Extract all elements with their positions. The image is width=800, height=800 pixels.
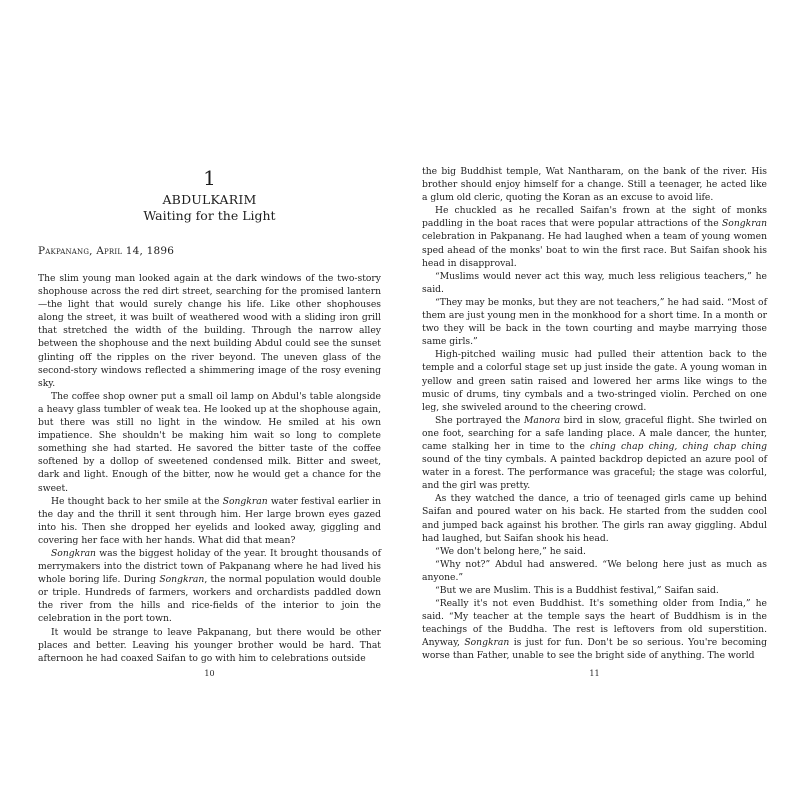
italic-term: Songkran <box>159 574 205 586</box>
paragraph: “They may be monks, but they are not teachers,” he had said. “Most of them are just young men in the monkhood for a short time. In a month or two they will be back in the town courting and maybe marrying those same girls.” <box>422 296 767 348</box>
chapter-title: ABDULKARIM <box>162 192 257 207</box>
italic-term: Songkran <box>51 547 96 559</box>
paragraph: “We don't belong here,” he said. <box>435 545 586 557</box>
italic-term: Songkran <box>222 495 268 507</box>
paragraph: He thought back to her smile at the Songkran water festival earlier in the day and the thrill it sent through him. Her large brown eyes gazed into his. Then she dropped her eyelids and looked away, giggling and covering her face with her hands. What did that mean? <box>38 495 382 546</box>
place-date-heading: Pakpanang, April 14, 1896 <box>38 245 175 257</box>
left-page <box>38 0 381 800</box>
paragraph: She portrayed the Manora bird in slow, graceful flight. She twirled on one foot, searching for a safe landing place. A male dancer, the hunter, came stalking her in time to the ching chap ching, ching chap ching sound of the tiny cymbals. A painted backdrop depicted an azure pool of water in a forest. The performance was graceful; the stage was colorful, and the girl was pretty. <box>422 414 767 492</box>
paragraph: “Muslims would never act this way, much less religious teachers,” he said. <box>422 270 767 295</box>
left-page-text <box>38 272 381 665</box>
italic-term: Songkran <box>722 218 767 230</box>
right-page-text <box>422 165 767 663</box>
paragraph: “But we are Muslim. This is a Buddhist festival,” Saifan said. <box>435 585 719 596</box>
italic-term: Manora <box>523 414 561 426</box>
page-number-right: 11 <box>589 669 600 678</box>
italic-term: ching chap ching, ching chap ching <box>590 440 767 452</box>
paragraph: It would be strange to leave Pakpanang, but there would be other places and better. Leaving his younger brother would be hard. That afternoon he had coaxed Saifan to go with him to celebrations outside <box>38 626 381 664</box>
page-number-left: 10 <box>204 669 215 678</box>
paragraph: “Why not?” Abdul had answered. “We belong here just as much as anyone.” <box>422 558 767 583</box>
paragraph: The coffee shop owner put a small oil lamp on Abdul's table alongside a heavy glass tumbler of weak tea. He looked up at the shophouse again, but there was still no light in the window. He smiled at his own impatience. She shouldn't be making him wait so long to complete something she had started. He savored the bitter taste of the coffee softened by a dollop of sweetened condensed milk. Bitter and sweet, dark and light. Enough of the bitter, now he would get a chance for the sweet. <box>38 390 381 494</box>
right-page <box>422 0 767 800</box>
chapter-number: 1 <box>203 166 216 190</box>
paragraph: The slim young man looked again at the dark windows of the two-story shophouse across the red dirt street, searching for the promised lantern—the light that would surely change his life. Like other shophouses along the street, it was built of weathered wood with a sliding iron grill that stretched the width of the building. Through the narrow alley between the shophouse and the next building Abdul could see the sunset glinting off the ripples on the river beyond. The uneven glass of the second-story windows reflected a shimmering image of the rosy evening sky. <box>38 273 381 389</box>
paragraph: “Really it's not even Buddhist. It's something older from India,” he said. “My teacher at the temple says the heart of Buddhism is in the teachings of the Buddha. The rest is leftovers from old superstition. Anyway, Songkran is just for fun. Don't be so serious. You're becoming worse than Father, unable to see the bright side of anything. The world <box>422 598 767 662</box>
paragraph: Songkran was the biggest holiday of the year. It brought thousands of merrymakers into the district town of Pakpanang where he had lived his whole boring life. During Songkran, the normal population would double or triple. Hundreds of farmers, workers and orchardists paddled down the river from the hills and rice-fields of the interior to join the celebration in the port town. <box>38 547 381 625</box>
paragraph: He chuckled as he recalled Saifan's frown at the sight of monks paddling in the boat races that were popular attractions of the Songkran celebration in Pakpanang. He had laughed when a team of young women sped ahead of the monks' boat to win the first race. But Saifan shook his head in disapproval. <box>422 205 767 269</box>
chapter-subtitle: Waiting for the Light <box>143 208 276 223</box>
paragraph: As they watched the dance, a trio of teenaged girls came up behind Saifan and poured water on his back. He started from the sudden cool and jumped back against his brother. The girls ran away giggling. Abdul had laughed, but Saifan shook his head. <box>422 493 767 544</box>
italic-term: Songkran <box>464 637 510 649</box>
paragraph: High-pitched wailing music had pulled their attention back to the temple and a colorful stage set up just inside the gate. A young woman in yellow and green satin raised and lowered her arms like wings to the music of drums, tiny cymbals and a two-stringed violin. Perched on one leg, she swiveled around to the cheering crowd. <box>422 349 767 413</box>
paragraph: the big Buddhist temple, Wat Nantharam, on the bank of the river. His brother should enjoy himself for a change. Still a teenager, he acted like a glum old cleric, quoting the Koran as an excuse to avoid life. <box>422 166 767 204</box>
